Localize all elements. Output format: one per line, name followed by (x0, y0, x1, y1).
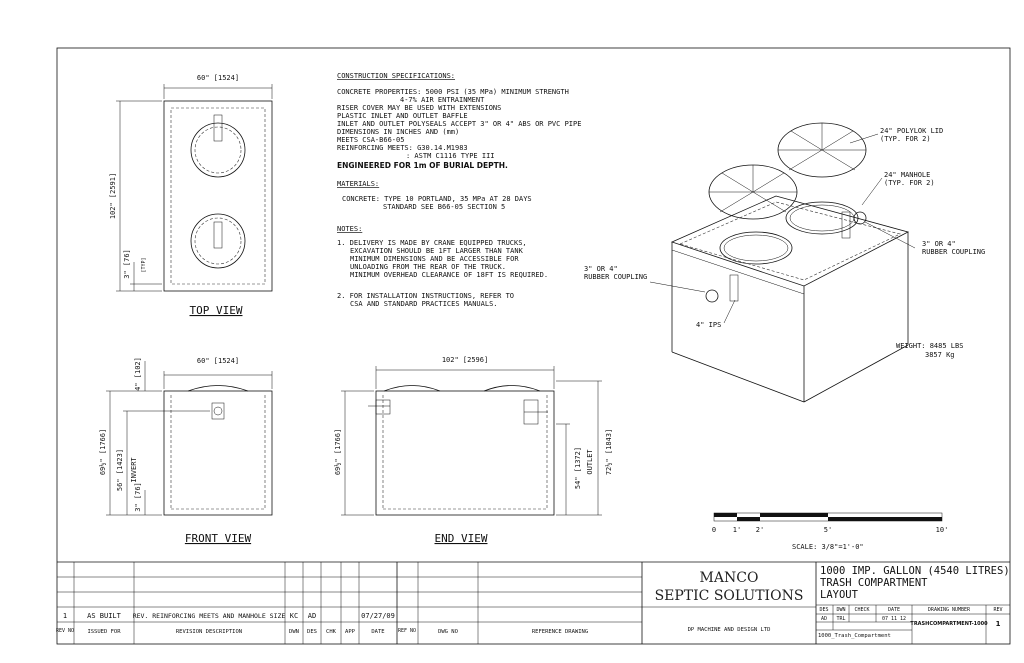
sign-header-check: CHECK (854, 607, 870, 613)
front-width-dim: 60" [1524] (196, 357, 240, 365)
scale-tick: 10' (935, 526, 949, 534)
lid-typ-label: (TYP. FOR 2) (880, 135, 931, 143)
scale-tick: 2' (755, 526, 765, 534)
coupling-left-label: 3" OR 4" (584, 265, 618, 273)
manhole-label: 24" MANHOLE (884, 171, 931, 179)
spec-line: MEETS CSA-B66-05 (337, 136, 405, 144)
sign-header-dwn: DWN (836, 607, 846, 613)
rev-row-issued: AS BUILT (87, 612, 121, 620)
end-length-dim: 102" [2596] (441, 356, 489, 364)
header-rev-no: REV NO (55, 628, 75, 634)
header-dwg-no: DWG NO (438, 629, 458, 635)
materials-line: CONCRETE: TYPE 10 PORTLAND, 35 MPa AT 28 DAYS (342, 195, 532, 203)
materials-line: STANDARD SEE B66-05 SECTION 5 (383, 203, 506, 211)
top-view-label: TOP VIEW (189, 304, 243, 317)
header-des: DES (307, 629, 317, 635)
scale-label: SCALE: 3/8"=1'-0" (792, 543, 864, 551)
note-line: 1. DELIVERY IS MADE BY CRANE EQUIPPED TRUCKS, (337, 239, 527, 247)
spec-bold-line: ENGINEERED FOR 1m OF BURIAL DEPTH. (337, 161, 508, 170)
front-top-dim: 4" [102] (134, 357, 142, 391)
materials-heading: MATERIALS: (337, 180, 380, 188)
sign-header-date: DATE (887, 607, 901, 613)
front-invert-dim: 56" [1423] (116, 448, 124, 492)
scale-tick: 1' (732, 526, 742, 534)
sign-value-dwn: TRL (836, 616, 846, 622)
front-view (106, 361, 272, 515)
scale-tick: 5' (823, 526, 833, 534)
sign-value-date: 07 11 12 (881, 616, 907, 622)
specs-heading: CONSTRUCTION SPECIFICATIONS: (337, 72, 456, 80)
header-ref-no: REF NO (397, 628, 417, 634)
top-small-dim: 3" [76] (123, 249, 131, 279)
end-height-dim: 69½" [1766] (334, 428, 342, 476)
sign-value-rev: 1 (995, 620, 1001, 628)
spec-line: CONCRETE PROPERTIES: 5000 PSI (35 MPa) MINIMUM STRENGTH (337, 88, 569, 96)
manhole-typ-label: (TYP. FOR 2) (884, 179, 935, 187)
spec-line: RISER COVER MAY BE USED WITH EXTENSIONS (337, 104, 502, 112)
file-name: 1000_Trash_Compartment (818, 633, 891, 639)
sign-header-dwg-number: DRAWING NUMBER (927, 607, 971, 613)
front-view-label: FRONT VIEW (184, 532, 252, 545)
rev-row-no: 1 (62, 612, 68, 620)
spec-line: INLET AND OUTLET POLYSEALS ACCEPT 3" OR 4" ABS OR PVC PIPE (337, 120, 582, 128)
header-dwn: DWN (289, 629, 299, 635)
top-typ-label: [TYP] (141, 257, 147, 273)
weight-kg-label: 3857 Kg (925, 351, 955, 359)
front-bottom-dim: 3" [76] (134, 482, 142, 512)
rev-row-desc: REV. REINFORCING MEETS AND MANHOLE SIZE (132, 612, 286, 620)
weight-label: WEIGHT: 8485 LBS (896, 342, 964, 350)
note-line: MINIMUM OVERHEAD CLEARANCE OF 18FT IS REQUIRED. (350, 271, 549, 279)
rev-row-des: AD (307, 612, 317, 620)
header-issued-for: ISSUED FOR (87, 629, 121, 635)
front-invert-label: INVERT (130, 457, 138, 483)
top-width-dim: 60" [1524] (196, 74, 240, 82)
scale-bar (714, 513, 942, 521)
top-view (116, 84, 272, 291)
sign-value-dwg-number: TRASHCOMPARTMENT-1000 (910, 621, 988, 627)
sign-header-des: DES (819, 607, 829, 613)
end-outlet-label: OUTLET (586, 449, 594, 475)
drawing-title-line3: LAYOUT (820, 589, 858, 601)
ips-label: 4" IPS (696, 321, 722, 329)
top-length-dim: 102" [2591] (109, 172, 117, 220)
notes-heading: NOTES: (337, 225, 363, 233)
company-name-line1: MANCO (699, 570, 759, 586)
coupling-left-label: RUBBER COUPLING (584, 273, 648, 281)
end-outlet-dim: 54" [1372] (574, 446, 582, 490)
end-view-label: END VIEW (434, 532, 488, 545)
spec-line: : ASTM C1116 TYPE III (406, 152, 495, 160)
coupling-right-label: 3" OR 4" (922, 240, 956, 248)
header-ref-drawing: REFERENCE DRAWING (531, 629, 589, 635)
header-rev-desc: REVISION DESCRIPTION (175, 629, 243, 635)
rev-row-date: 07/27/09 (361, 612, 395, 620)
spec-line: PLASTIC INLET AND OUTLET BAFFLE (337, 112, 468, 120)
front-height-dim: 69½" [1766] (99, 428, 107, 476)
scale-tick: 0 (711, 526, 717, 534)
isometric-view (650, 123, 915, 402)
spec-line: REINFORCING MEETS: G30.14.M1983 (337, 144, 468, 152)
header-chk: CHK (326, 629, 336, 635)
drawing-title-line1: 1000 IMP. GALLON (4540 LITRES) (820, 565, 1010, 577)
note-line: CSA AND STANDARD PRACTICES MANUALS. (350, 300, 498, 308)
spec-line: DIMENSIONS IN INCHES AND (mm) (337, 128, 460, 136)
company-name-line2: SEPTIC SOLUTIONS (654, 588, 804, 604)
header-app: APP (345, 629, 355, 635)
coupling-right-label: RUBBER COUPLING (922, 248, 986, 256)
header-date: DATE (371, 629, 385, 635)
rev-row-dwn: KC (289, 612, 299, 620)
sign-header-rev: REV (993, 607, 1003, 613)
sign-value-des: AD (820, 616, 828, 622)
spec-line: 4-7% AIR ENTRAINMENT (400, 96, 485, 104)
note-line: MINIMUM DIMENSIONS AND BE ACCESSIBLE FOR (350, 255, 519, 263)
note-line: 2. FOR INSTALLATION INSTRUCTIONS, REFER TO (337, 292, 515, 300)
drawing-title-line2: TRASH COMPARTMENT (820, 577, 928, 589)
lid-label: 24" POLYLOK LID (880, 127, 944, 135)
designer-name: DP MACHINE AND DESIGN LTD (687, 627, 771, 633)
end-total-dim: 72½" [1843] (605, 428, 613, 476)
note-line: UNLOADING FROM THE REAR OF THE TRUCK. (350, 263, 506, 271)
note-line: EXCAVATION SHOULD BE 1FT LARGER THAN TANK (350, 247, 523, 255)
end-view (341, 366, 602, 515)
